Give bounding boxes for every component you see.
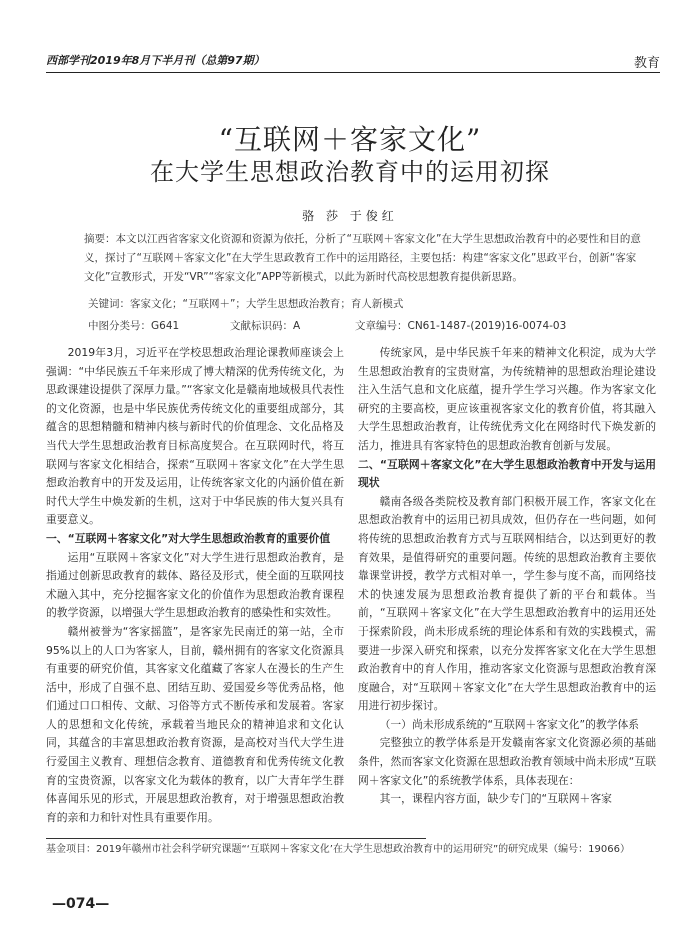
section-heading: （一）尚未形成系统的“互联网＋客家文化”的教学体系: [379, 717, 640, 731]
body-paragraph: 2019年3月，习近平在学校思想政治理论课教师座谈会上强调：“中华民族五千年来形成了博大精深的优秀传统文化，为思政课建设提供了深厚力量。”“客家文化是赣南地域极具代表性的文化资源，也是中华民族优秀传统文化的重要组成部分，其蕴含的思想精髓和精神内核与新时代的价值理念、文化品格及当代大学生思想政治教育目标高度契合。在互联网时代，将互联网与客家文化相结合，探索“互联网＋客家文化”在大学生思想政治教育中的开发及运用，让传统客家文化的内涵价值在新时代大学生中焕发新的生机，这对于中华民族的伟大复兴具有重要意义。: [46, 346, 344, 527]
abstract: 摘要：本文以江西省客家文化资源和资源为依托，分析了“互联网＋客家文化”在大学生思想政治教育中的必要性和目的意义，探讨了“互联网＋客家文化”在大学生思政教育工作中的运用路径，主要包括：构建“客家文化”思政平台，创新“客家文化”宣教形式，开发“VR”“客家文化”APP等新模式，以此为新时代高校思想教育提供新思路。: [84, 233, 641, 283]
journal-name: 西部学刊2019年8月下半月刊（总第97期）: [46, 54, 265, 67]
right-column: [358, 344, 656, 809]
left-column: [46, 344, 344, 827]
running-header: [46, 52, 660, 72]
article-title-line2: 在大学生思想政治教育中的运用初探: [150, 158, 550, 186]
body-paragraph: 赣南各级各类院校及教育部门积极开展工作，客家文化在思想政治教育中的运用已初具成效，但仍存在一些问题，如何将传统的思想政治教育方式与互联网相结合，以达到更好的教育效果，是值得研究的重要问题。传统的思想政治教育主要依靠课堂讲授，教学方式相对单一，学生参与度不高，而网络技术的快速发展为思想政治教育提供了新的平台和载体。当前，“互联网＋客家文化”在大学生思想政治教育中的运用还处于探索阶段，尚未形成系统的理论体系和有效的实践模式，需要进一步深入研究和探索，以充分发挥客家文化在大学生思想政治教育中的育人作用，推动客家文化资源与思想政治教育深度融合，对“互联网＋客家文化”在大学生思想政治教育中的运用进行初步探讨。: [358, 494, 656, 713]
header-rule: [46, 72, 660, 73]
article-title-line1: “互联网＋客家文化”: [218, 123, 482, 156]
clc-number: 中图分类号：G641: [88, 320, 180, 332]
body-paragraph: 运用“互联网＋客家文化”对大学生进行思想政治教育，是指通过创新思政教育的载体、路径及形式，使全面的互联网技术融入其中，充分挖掘客家文化的价值作为思想政治教育课程的教学资源，以增强大学生思想政治教育的感染性和实效性。: [46, 550, 344, 620]
page-number: —074—: [52, 896, 110, 912]
fund-note: 基金项目：2019年赣州市社会科学研究课题“‘互联网＋客家文化’在大学生思想政治教育中的运用研究”的研究成果（编号：19066）: [46, 844, 630, 855]
body-paragraph: 完整独立的教学体系是开发赣南客家文化资源必须的基础条件，然而客家文化资源在思想政治教育领域中尚未形成“互联网＋客家文化”的系统教学体系，具体表现在：: [358, 736, 656, 787]
authors: 骆 莎 于俊红: [302, 209, 398, 223]
article-number: 文章编号：CN61-1487-(2019)16-0074-03: [355, 320, 567, 332]
footnote-rule: [46, 838, 426, 839]
section-heading: 一、“互联网＋客家文化”对大学生思想政治教育的重要价值: [46, 531, 331, 545]
section-label: 教育: [633, 56, 660, 71]
body-paragraph: 传统家风，是中华民族千年来的精神文化积淀，成为大学生思想政治教育的宝贵财富，为传统精神的思想政治理论建设注入生活气息和文化底蕴，提升学生学习兴趣。作为客家文化研究的主要高校，更应该重视客家文化的教育价值，将其融入大学生思想政治教育，让传统优秀文化在网络时代下焕发新的活力，推进具有客家特色的思想政治教育创新与发展。: [358, 346, 656, 452]
section-heading: 二、“互联网＋客家文化”在大学生思想政治教育中开发与运用现状: [358, 457, 656, 490]
body-paragraph: 赣州被誉为“客家摇篮”，是客家先民南迁的第一站，全市95%以上的人口为客家人，目前，赣州拥有的客家文化资源具有重要的研究价值，其客家文化蕴藏了客家人在漫长的生产生活中，形成了自强不息、团结互助、爱国爱乡等优秀品格，他们通过口口相传、文献、习俗等方式不断传承和发展着。客家人的思想和文化传统，承载着当地民众的精神追求和文化认同，其蕴含的丰富思想政治教育资源，是高校对当代大学生进行爱国主义教育、理想信念教育、道德教育和优秀传统文化教育的宝贵资源，以客家文化为载体的教育，以广大青年学生群体喜闻乐见的形式，开展思想政治教育，对于增强思想政治教育的亲和力和针对性具有重要作用。: [46, 624, 344, 824]
document-code: 文献标识码：A: [230, 320, 301, 332]
body-paragraph: 其一，课程内容方面，缺少专门的“互联网＋客家: [379, 792, 612, 806]
keywords: 关键词：客家文化；“互联网＋”；大学生思想政治教育；育人新模式: [88, 298, 404, 310]
